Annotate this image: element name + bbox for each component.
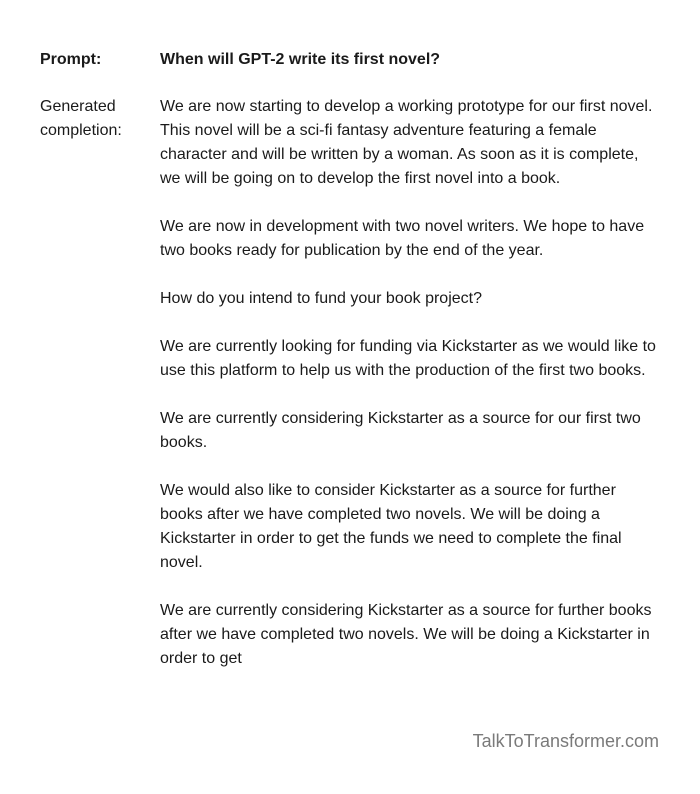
completion-paragraph: How do you intend to fund your book project? bbox=[160, 290, 482, 307]
completion-label-line2: completion: bbox=[40, 122, 122, 139]
completion-row bbox=[40, 95, 662, 671]
prompt-label: Prompt: bbox=[40, 51, 102, 68]
prompt-row bbox=[40, 48, 662, 72]
completion-paragraph: We are now in development with two novel writers. We hope to have two books ready for publication by the end of the year. bbox=[160, 218, 645, 259]
completion-paragraph: We would also like to consider Kickstarter as a source for further books after we have completed two novels. We will be doing a Kickstarter in order to get the funds we need to complete the final novel. bbox=[160, 482, 622, 571]
completion-paragraph: We are currently considering Kickstarter as a source for further books after we have completed two novels. We will be doing a Kickstarter in order to get bbox=[160, 602, 652, 667]
completion-label bbox=[40, 95, 160, 671]
brand-watermark: TalkToTransformer.com bbox=[472, 731, 659, 751]
completion-label-line1: Generated bbox=[40, 98, 116, 115]
completion-paragraph: We are currently considering Kickstarter as a source for our first two books. bbox=[160, 410, 641, 451]
completion-paragraph: We are now starting to develop a working prototype for our first novel. This novel will be a sci-fi fantasy adventure featuring a female character and will be written by a woman. As soon as it is complete, we will be going on to develop the first novel into a book. bbox=[160, 98, 653, 187]
prompt-text: When will GPT-2 write its first novel? bbox=[160, 51, 441, 68]
completion-text bbox=[160, 95, 662, 671]
completion-paragraph: We are currently looking for funding via Kickstarter as we would like to use this platform to help us with the production of the first two books. bbox=[160, 338, 656, 379]
